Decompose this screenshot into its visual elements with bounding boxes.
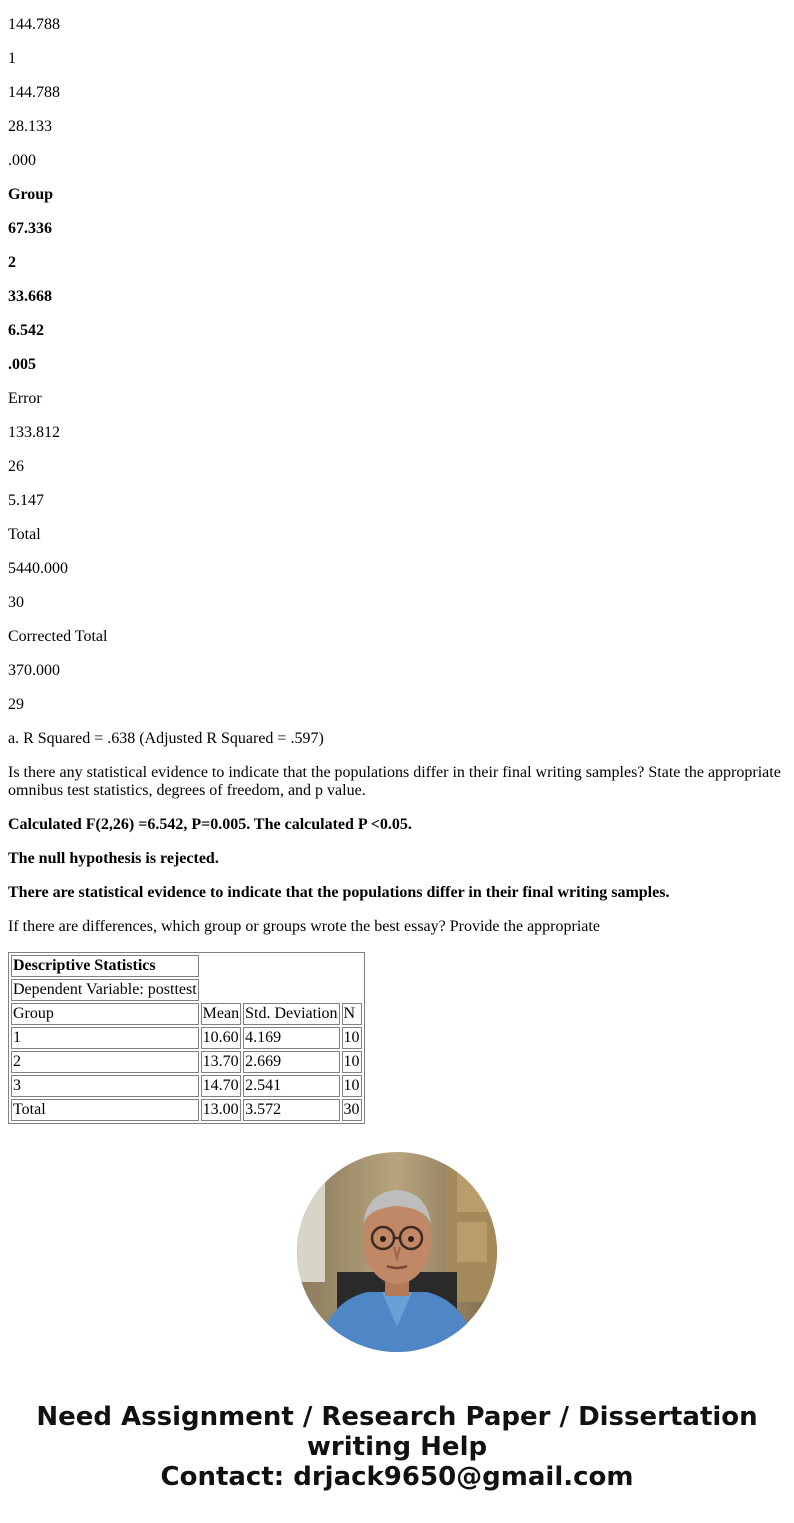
pretest-df: 1 xyxy=(8,50,16,67)
table-title: Descriptive Statistics xyxy=(11,955,199,977)
cell-group: 2 xyxy=(11,1051,199,1073)
error-ss: 133.812 xyxy=(8,424,60,441)
table-title-row xyxy=(11,955,362,977)
cell-mean: 14.70 xyxy=(201,1075,241,1097)
answer-conclusion: There are statistical evidence to indicate that the populations differ in their final writing samples. xyxy=(8,884,670,901)
header-n: N xyxy=(342,1003,362,1025)
row-label-corrected-total: Corrected Total xyxy=(8,628,108,645)
cell-mean: 10.60 xyxy=(201,1027,241,1049)
header-std-deviation: Std. Deviation xyxy=(243,1003,339,1025)
portrait-image xyxy=(297,1152,497,1352)
table-subtitle-row xyxy=(11,979,362,1001)
cell-n: 30 xyxy=(342,1099,362,1121)
group-df: 2 xyxy=(8,254,16,271)
pretest-ss: 144.788 xyxy=(8,16,60,33)
cell-mean: 13.00 xyxy=(201,1099,241,1121)
cell-n: 10 xyxy=(342,1075,362,1097)
cell-group: Total xyxy=(11,1099,199,1121)
group-ss: 67.336 xyxy=(8,220,52,237)
answer-f-statistic: Calculated F(2,26) =6.542, P=0.005. The calculated P <0.05. xyxy=(8,816,412,833)
table-header-row xyxy=(11,1003,362,1025)
corrected-total-ss: 370.000 xyxy=(8,662,60,679)
question-best-group: If there are differences, which group or groups wrote the best essay? Provide the appropriate xyxy=(8,918,600,935)
promo-line-1: Need Assignment / Research Paper / Dissertation xyxy=(36,1402,758,1432)
pretest-ms: 144.788 xyxy=(8,84,60,101)
total-ss: 5440.000 xyxy=(8,560,68,577)
avatar xyxy=(297,1152,497,1352)
promo-banner xyxy=(0,1152,794,1492)
table-row xyxy=(11,1075,362,1097)
answer-null-rejected: The null hypothesis is rejected. xyxy=(8,850,219,867)
cell-group: 3 xyxy=(11,1075,199,1097)
error-ms: 5.147 xyxy=(8,492,44,509)
descriptive-statistics-table xyxy=(8,952,365,1124)
pretest-f: 28.133 xyxy=(8,118,52,135)
promo-text xyxy=(0,1402,794,1492)
cell-n: 10 xyxy=(342,1027,362,1049)
dependent-variable-label: Dependent Variable: posttest xyxy=(11,979,199,1001)
promo-line-2: writing Help xyxy=(306,1432,488,1462)
table-row xyxy=(11,1027,362,1049)
header-group: Group xyxy=(11,1003,199,1025)
cell-mean: 13.70 xyxy=(201,1051,241,1073)
anova-footnote: a. R Squared = .638 (Adjusted R Squared = .597) xyxy=(8,730,324,747)
group-f: 6.542 xyxy=(8,322,44,339)
cell-group: 1 xyxy=(11,1027,199,1049)
cell-n: 10 xyxy=(342,1051,362,1073)
header-mean: Mean xyxy=(201,1003,241,1025)
total-df: 30 xyxy=(8,594,24,611)
cell-std-deviation: 3.572 xyxy=(243,1099,339,1121)
group-sig: .005 xyxy=(8,356,36,373)
document-body xyxy=(8,0,786,1124)
table-row xyxy=(11,1099,362,1121)
corrected-total-df: 29 xyxy=(8,696,24,713)
row-label-error: Error xyxy=(8,390,42,407)
row-label-total: Total xyxy=(8,526,41,543)
question-omnibus: Is there any statistical evidence to indicate that the populations differ in their final writing samples? State the appropriate omnibus test statistics, degrees of freedom, and p value. xyxy=(8,764,781,799)
cell-std-deviation: 4.169 xyxy=(243,1027,339,1049)
cell-std-deviation: 2.669 xyxy=(243,1051,339,1073)
table-row xyxy=(11,1051,362,1073)
pretest-sig: .000 xyxy=(8,152,36,169)
error-df: 26 xyxy=(8,458,24,475)
cell-std-deviation: 2.541 xyxy=(243,1075,339,1097)
group-ms: 33.668 xyxy=(8,288,52,305)
row-label-group: Group xyxy=(8,186,54,203)
promo-contact: Contact: drjack9650@gmail.com xyxy=(160,1462,634,1492)
